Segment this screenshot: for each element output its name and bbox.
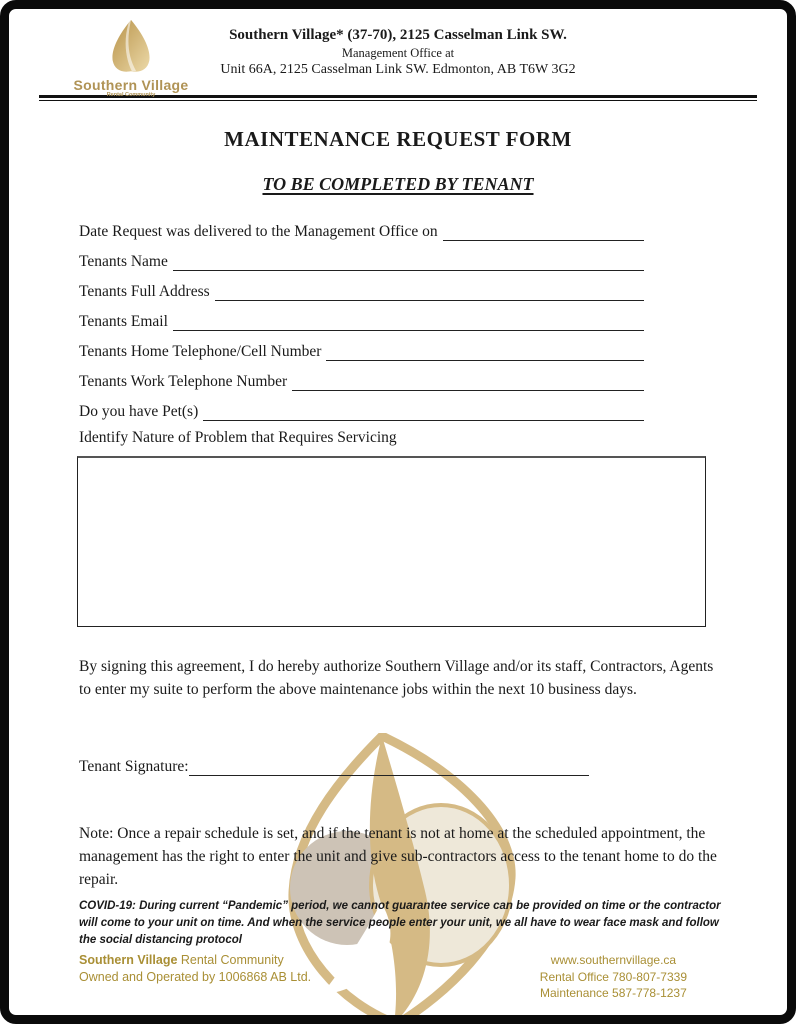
problem-description-box[interactable]: [77, 456, 706, 627]
field-blank-tenant-email[interactable]: [173, 311, 644, 331]
header-line-2: Management Office at: [341, 46, 455, 60]
header-line-3: Unit 66A, 2125 Casselman Link SW. Edmonton, AB T6W 3G2: [220, 62, 576, 77]
page-footer: [9, 952, 787, 1001]
form-subtitle: [9, 174, 787, 195]
footer-website[interactable]: www.southernvillage.ca: [550, 953, 677, 968]
leaf-logo-icon: [106, 19, 156, 73]
field-row-tenant-email: [79, 309, 644, 331]
company-logo: [61, 19, 201, 100]
authorization-paragraph: By signing this agreement, I do hereby authorize Southern Village and/or its staff, Contractors, Agents to enter my suite to perform the above maintenance jobs within the next 10 business days.: [79, 658, 714, 699]
signature-row: [79, 754, 787, 776]
footer-maintenance-phone: Maintenance 587-778-1237: [540, 985, 687, 1000]
footer-company-block: [79, 952, 311, 1001]
footer-contact-block: [540, 952, 687, 1001]
field-label-tenant-email: Tenants Email: [79, 313, 168, 330]
footer-rental-office-phone: Rental Office 780-807-7339: [539, 969, 687, 984]
field-blank-tenant-address[interactable]: [215, 281, 644, 301]
signature-blank-line[interactable]: [189, 756, 589, 776]
note-paragraph: Note: Once a repair schedule is set, and if the tenant is not at home at the scheduled appointment, the management has the right to enter the unit and give sub-contractors access to the tenant home to do the repair.: [79, 824, 717, 888]
form-title: MAINTENANCE REQUEST FORM: [224, 127, 572, 151]
field-blank-work-phone[interactable]: [292, 371, 644, 391]
form-subtitle-text: TO BE COMPLETED BY TENANT: [262, 174, 534, 194]
footer-company-rest: Rental Community: [177, 953, 284, 968]
field-row-pets: [79, 399, 644, 421]
field-row-tenant-name: [79, 249, 644, 271]
field-row-work-phone: [79, 369, 644, 391]
footer-company-name: Southern Village: [79, 953, 178, 968]
field-blank-pets[interactable]: [203, 401, 644, 421]
field-row-date-delivered: [79, 219, 644, 241]
field-label-home-phone: Tenants Home Telephone/Cell Number: [79, 343, 322, 360]
problem-description-label: Identify Nature of Problem that Requires Servicing: [79, 429, 397, 446]
field-row-home-phone: [79, 339, 644, 361]
footer-owned-line: Owned and Operated by 1006868 AB Ltd.: [79, 970, 312, 985]
field-label-work-phone: Tenants Work Telephone Number: [79, 373, 288, 390]
signature-label: Tenant Signature:: [79, 757, 189, 775]
form-fields: [79, 219, 644, 421]
field-label-tenant-name: Tenants Name: [79, 253, 168, 270]
field-blank-tenant-name[interactable]: [173, 251, 644, 271]
field-label-date-delivered: Date Request was delivered to the Management Office on: [79, 223, 438, 240]
field-label-pets: Do you have Pet(s): [79, 403, 199, 420]
field-blank-date-delivered[interactable]: [443, 221, 644, 241]
field-blank-home-phone[interactable]: [326, 341, 644, 361]
header-line-1: Southern Village* (37-70), 2125 Casselman Link SW.: [229, 27, 567, 43]
field-label-tenant-address: Tenants Full Address: [79, 283, 210, 300]
page-header: [9, 17, 787, 98]
logo-tagline: Rental Community: [106, 92, 156, 98]
covid-notice-paragraph: COVID-19: During current “Pandemic” period, we cannot guarantee service can be provided on time or the contractor will come to your unit on time. And when the service people enter your unit, we all have to wear face mask and follow the social distancing protocol: [79, 900, 721, 946]
footer-company-line: [79, 952, 311, 969]
field-row-tenant-address: [79, 279, 644, 301]
logo-company-name: Southern Village: [73, 77, 189, 93]
